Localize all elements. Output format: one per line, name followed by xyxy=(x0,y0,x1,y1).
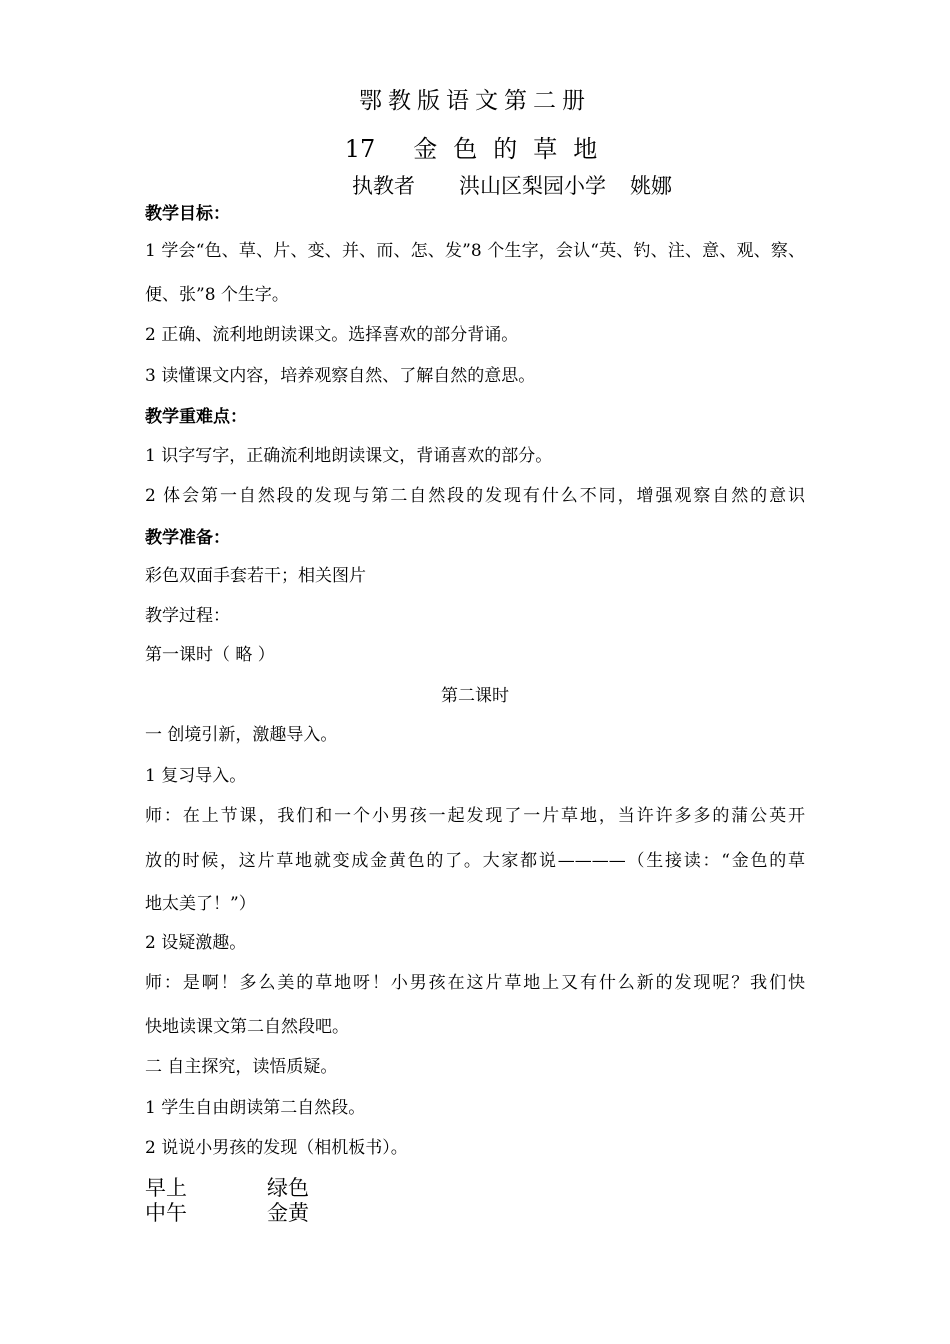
section-1-heading: 一 创境引新，激趣导入。 xyxy=(145,725,338,745)
key-points-heading: 教学重难点： xyxy=(145,407,247,427)
section-2-heading: 二 自主探究，读悟质疑。 xyxy=(145,1057,338,1077)
board-time: 早上 xyxy=(145,1176,187,1200)
step-discovery: 2 说说小男孩的发现（相机板书）。 xyxy=(145,1138,408,1158)
board-color: 绿色 xyxy=(267,1176,309,1200)
author-label: 执教者 xyxy=(352,174,415,198)
step-question: 2 设疑激趣。 xyxy=(145,933,247,953)
board-time: 中午 xyxy=(145,1201,187,1225)
author-line xyxy=(352,173,672,199)
step-review: 1 复习导入。 xyxy=(145,766,247,786)
process-heading: 教学过程： xyxy=(145,606,230,626)
objective-1-line-2: 便、张”8 个生字。 xyxy=(145,285,289,305)
lesson-title-char: 草 xyxy=(533,135,558,163)
board-color: 金黄 xyxy=(267,1201,309,1225)
teacher-speech-2-line-2: 快地读课文第二自然段吧。 xyxy=(145,1017,349,1037)
board-row xyxy=(145,1176,309,1200)
teacher-speech-1-line-1: 师：在上节课，我们和一个小男孩一起发现了一片草地，当许许多多的蒲公英开 xyxy=(145,806,805,826)
teacher-name: 姚娜 xyxy=(630,174,672,198)
teacher-speech-2-line-1: 师：是啊！多么美的草地呀！小男孩在这片草地上又有什么新的发现呢？我们快 xyxy=(145,973,805,993)
preparation-heading: 教学准备： xyxy=(145,528,230,548)
board-row xyxy=(145,1201,309,1225)
teacher-speech-1-line-2: 放的时候，这片草地就变成金黄色的了。大家都说————（生接读：“金色的草 xyxy=(145,851,805,871)
second-lesson-heading: 第二课时 xyxy=(441,686,509,706)
preparation-content: 彩色双面手套若干；相关图片 xyxy=(145,566,366,586)
lesson-title-char: 地 xyxy=(573,135,598,163)
lesson-title-char: 的 xyxy=(493,135,518,163)
book-title: 鄂教版语文第二册 xyxy=(359,88,591,114)
objective-3: 3 读懂课文内容，培养观察自然、了解自然的意思。 xyxy=(145,366,536,386)
objective-2: 2 正确、流利地朗读课文。选择喜欢的部分背诵。 xyxy=(145,325,519,345)
teacher-speech-1-line-3: 地太美了！”） xyxy=(145,894,256,914)
lesson-title xyxy=(0,134,950,164)
school-name: 洪山区梨园小学 xyxy=(459,174,606,198)
key-point-1: 1 识字写字，正确流利地朗读课文，背诵喜欢的部分。 xyxy=(145,446,553,466)
lesson-title-char: 色 xyxy=(453,135,478,163)
lesson-number: 17 xyxy=(344,135,376,163)
objective-1-line-1: 1 学会“色、草、片、变、并、而、怎、发”8 个生字，会认“英、钓、注、意、观、察、 xyxy=(145,241,805,261)
first-lesson: 第一课时（ 略 ） xyxy=(145,645,275,665)
key-point-2: 2 体会第一自然段的发现与第二自然段的发现有什么不同，增强观察自然的意识 xyxy=(145,486,805,506)
lesson-title-char: 金 xyxy=(413,135,438,163)
step-read-aloud: 1 学生自由朗读第二自然段。 xyxy=(145,1098,366,1118)
objectives-heading: 教学目标： xyxy=(145,204,230,224)
